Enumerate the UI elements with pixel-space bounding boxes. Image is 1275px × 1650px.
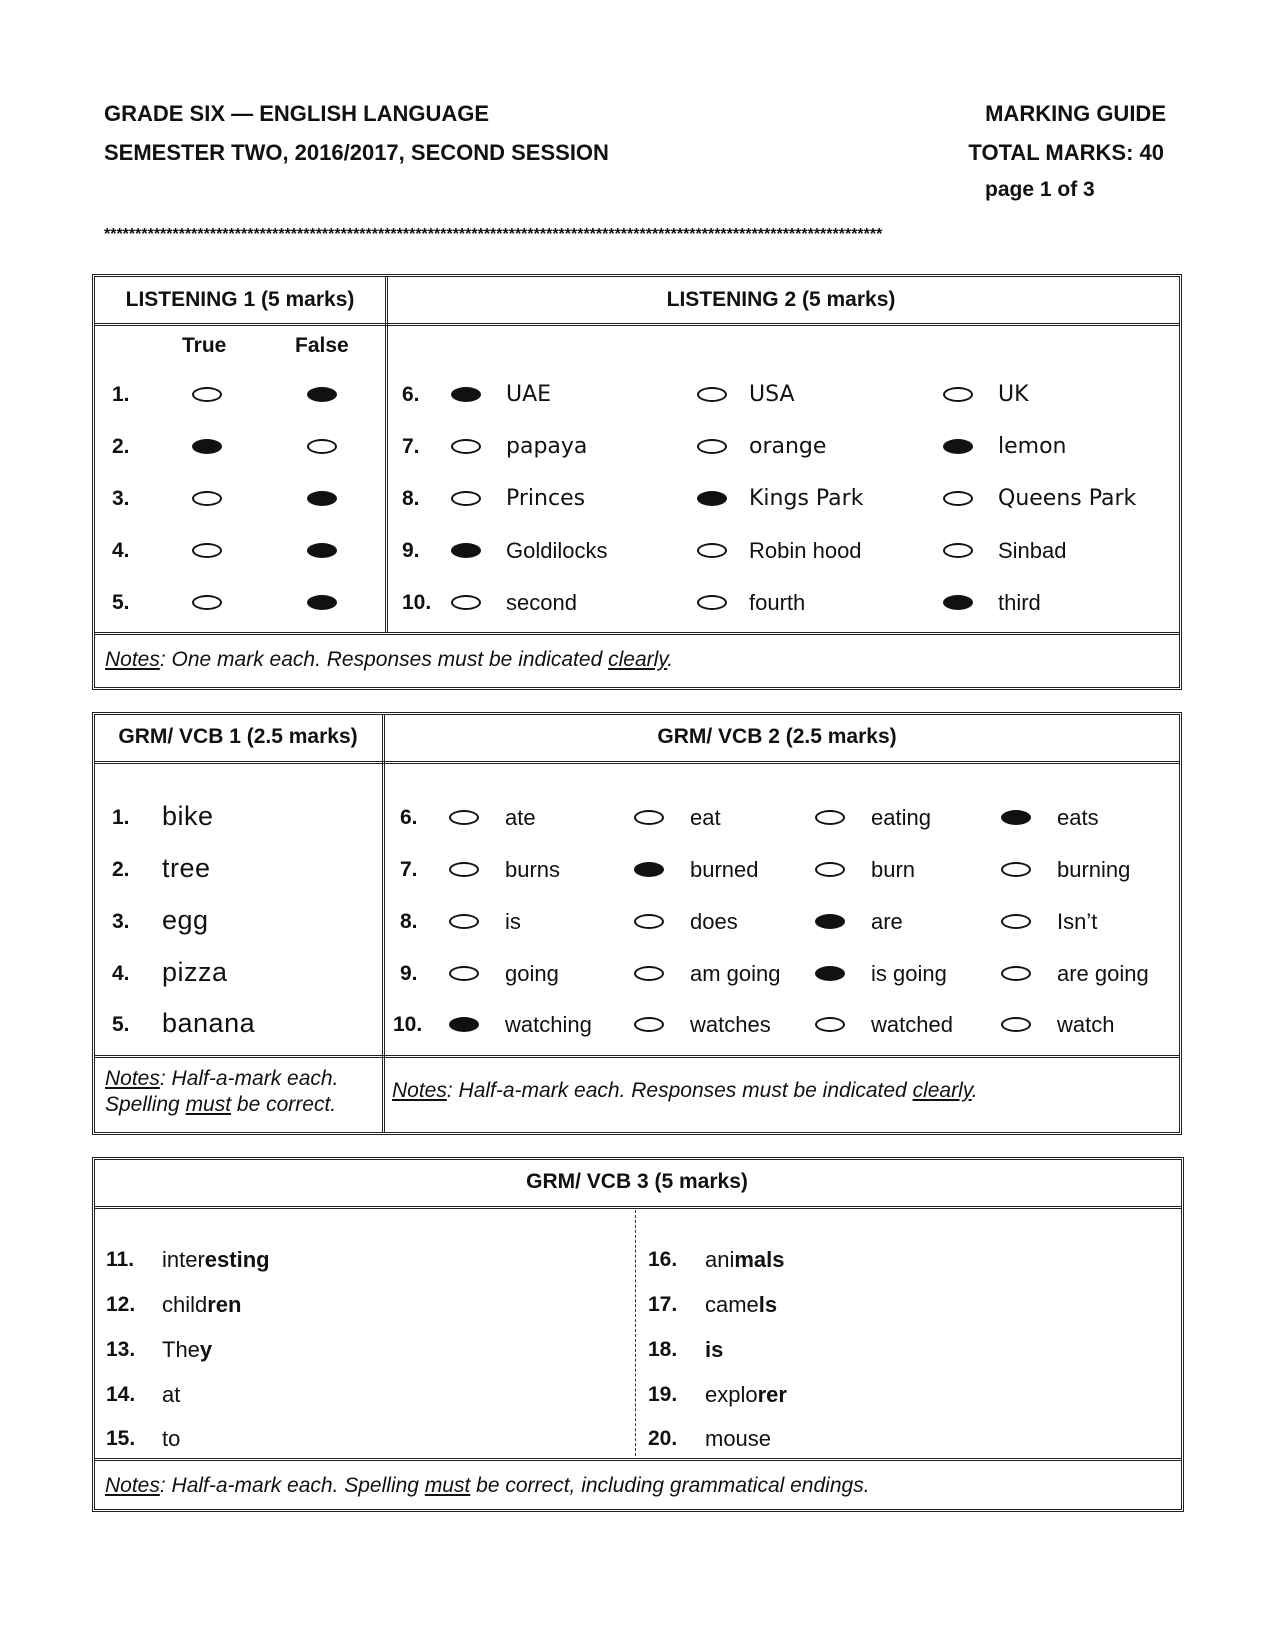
option-bubble-icon[interactable]	[1001, 1017, 1031, 1032]
answer-word: bike	[162, 801, 214, 831]
option-bubble-icon[interactable]	[815, 914, 845, 929]
option-label: burns	[505, 857, 561, 882]
answer-word	[162, 1382, 180, 1408]
option-label: does	[690, 909, 738, 934]
option-bubble-icon[interactable]	[943, 387, 973, 402]
answer-word	[705, 1292, 777, 1318]
answer-word: tree	[162, 853, 211, 883]
true-bubble-icon[interactable]	[192, 491, 222, 506]
option-label: watching	[505, 1012, 592, 1037]
item-number: 8.	[400, 910, 418, 933]
page-number: page 1 of 3	[985, 178, 1095, 201]
answer-stem: came	[705, 1292, 759, 1317]
answer-ending: mals	[734, 1247, 785, 1272]
option-bubble-icon[interactable]	[815, 966, 845, 981]
option-label: are going	[1057, 961, 1149, 986]
item-number: 6.	[400, 806, 418, 829]
option-bubble-icon[interactable]	[634, 1017, 664, 1032]
option-bubble-icon[interactable]	[697, 595, 727, 610]
item-number: 7.	[400, 858, 418, 881]
grmvcb3-notes: Notes: Half-a-mark each. Spelling must be correct, including grammatical endings.	[105, 1474, 870, 1497]
option-label: orange	[749, 434, 827, 459]
answer-word	[705, 1382, 787, 1408]
notes-label: Notes	[105, 648, 160, 671]
answer-word	[162, 1247, 270, 1273]
item-number: 6.	[402, 383, 420, 406]
option-label: am going	[690, 961, 781, 986]
false-bubble-icon[interactable]	[307, 439, 337, 454]
item-number: 9.	[402, 539, 420, 562]
option-label: watched	[871, 1012, 953, 1037]
option-bubble-icon[interactable]	[1001, 966, 1031, 981]
false-bubble-icon[interactable]	[307, 387, 337, 402]
answer-word	[162, 1337, 212, 1363]
answer-word	[705, 1337, 723, 1363]
listening2-title: LISTENING 2 (5 marks)	[666, 288, 896, 311]
true-bubble-icon[interactable]	[192, 439, 222, 454]
option-bubble-icon[interactable]	[1001, 914, 1031, 929]
option-bubble-icon[interactable]	[815, 862, 845, 877]
option-bubble-icon[interactable]	[451, 595, 481, 610]
answer-word: egg	[162, 905, 209, 935]
exam-session: SEMESTER TWO, 2016/2017, SECOND SESSION	[104, 140, 609, 165]
option-bubble-icon[interactable]	[451, 439, 481, 454]
option-bubble-icon[interactable]	[1001, 862, 1031, 877]
answer-stem: ani	[705, 1247, 735, 1272]
answer-stem: The	[162, 1337, 200, 1362]
answer-ending: ren	[207, 1292, 242, 1317]
option-bubble-icon[interactable]	[943, 491, 973, 506]
option-label: eat	[690, 805, 721, 830]
item-number: 3.	[112, 910, 130, 933]
false-bubble-icon[interactable]	[307, 491, 337, 506]
item-number: 11.	[106, 1248, 135, 1271]
item-number: 2.	[112, 435, 130, 458]
option-bubble-icon[interactable]	[451, 491, 481, 506]
item-number: 2.	[112, 858, 130, 881]
item-number: 14.	[106, 1383, 136, 1406]
option-bubble-icon[interactable]	[1001, 810, 1031, 825]
listening1-title: LISTENING 1 (5 marks)	[125, 288, 355, 311]
option-label: UAE	[506, 382, 552, 407]
option-label: Goldilocks	[506, 538, 608, 563]
option-label: fourth	[749, 590, 806, 615]
option-label: Isn’t	[1057, 909, 1098, 934]
item-number: 15.	[106, 1427, 136, 1450]
item-number: 20.	[648, 1427, 678, 1450]
item-number: 5.	[112, 591, 130, 614]
answer-word	[705, 1426, 771, 1452]
option-label: lemon	[998, 434, 1067, 459]
option-label: are	[871, 909, 903, 934]
option-label: papaya	[506, 434, 588, 459]
option-label: burn	[871, 857, 916, 882]
option-bubble-icon[interactable]	[449, 1017, 479, 1032]
option-label: is going	[871, 961, 947, 986]
option-bubble-icon[interactable]	[451, 543, 481, 558]
answer-word: banana	[162, 1008, 256, 1038]
option-bubble-icon[interactable]	[943, 543, 973, 558]
listening-notes: Notes: One mark each. Responses must be indicated clearly.	[105, 648, 674, 671]
option-label: burned	[690, 857, 759, 882]
item-number: 7.	[402, 435, 420, 458]
grmvcb2-notes: Notes: Half-a-mark each. Responses must be indicated clearly.	[392, 1079, 978, 1102]
item-number: 18.	[648, 1338, 678, 1361]
option-label: second	[506, 590, 577, 615]
answer-ending: y	[199, 1337, 213, 1362]
true-bubble-icon[interactable]	[192, 595, 222, 610]
option-label: eats	[1057, 805, 1099, 830]
option-label: Queens Park	[998, 486, 1137, 511]
exam-title: GRADE SIX — ENGLISH LANGUAGE	[104, 101, 490, 126]
header-separator: *****************************************************************************************************************************	[104, 226, 883, 243]
item-number: 9.	[400, 962, 418, 985]
answer-stem: explo	[705, 1382, 758, 1407]
total-marks: TOTAL MARKS: 40	[968, 140, 1164, 165]
option-label: going	[505, 961, 559, 986]
option-label: watch	[1057, 1012, 1115, 1037]
option-label: third	[998, 590, 1041, 615]
item-number: 8.	[402, 487, 420, 510]
item-number: 17.	[648, 1293, 678, 1316]
option-bubble-icon[interactable]	[815, 1017, 845, 1032]
option-label: ate	[505, 805, 536, 830]
option-bubble-icon[interactable]	[451, 387, 481, 402]
marking-guide-label: MARKING GUIDE	[985, 101, 1166, 126]
true-bubble-icon[interactable]	[192, 387, 222, 402]
answer-stem: mouse	[705, 1426, 772, 1451]
option-bubble-icon[interactable]	[943, 439, 973, 454]
answer-ending: esting	[204, 1247, 270, 1272]
false-bubble-icon[interactable]	[307, 595, 337, 610]
option-bubble-icon[interactable]	[697, 491, 727, 506]
item-number: 3.	[112, 487, 130, 510]
answer-word	[705, 1247, 785, 1273]
grmvcb1-title: GRM/ VCB 1 (2.5 marks)	[118, 725, 358, 748]
option-label: watches	[690, 1012, 771, 1037]
item-number: 5.	[112, 1013, 130, 1036]
answer-stem: child	[162, 1292, 208, 1317]
item-number: 4.	[112, 539, 130, 562]
option-bubble-icon[interactable]	[449, 862, 479, 877]
answer-stem: to	[162, 1426, 181, 1451]
item-number: 1.	[112, 806, 130, 829]
answer-stem: inter	[162, 1247, 205, 1272]
option-bubble-icon[interactable]	[634, 862, 664, 877]
option-bubble-icon[interactable]	[449, 914, 479, 929]
answer-ending: ls	[758, 1292, 778, 1317]
item-number: 10.	[393, 1013, 423, 1036]
option-bubble-icon[interactable]	[634, 966, 664, 981]
item-number: 1.	[112, 383, 130, 406]
true-bubble-icon[interactable]	[192, 543, 222, 558]
option-label: Sinbad	[998, 538, 1067, 563]
option-bubble-icon[interactable]	[697, 543, 727, 558]
option-label: Princes	[506, 486, 586, 511]
answer-ending: is	[705, 1337, 724, 1362]
item-number: 4.	[112, 962, 130, 985]
item-number: 12.	[106, 1293, 136, 1316]
option-bubble-icon[interactable]	[634, 810, 664, 825]
option-bubble-icon[interactable]	[449, 966, 479, 981]
grmvcb1-notes: Notes: Half-a-mark each. Spelling must be correct.	[105, 1067, 339, 1116]
col-false-header: False	[295, 334, 349, 357]
answer-word	[162, 1292, 242, 1318]
item-number: 13.	[106, 1338, 136, 1361]
answer-word: pizza	[162, 957, 228, 987]
option-bubble-icon[interactable]	[634, 914, 664, 929]
option-label: USA	[749, 382, 795, 407]
grmvcb3-section	[92, 1157, 1184, 1512]
answer-ending: rer	[757, 1382, 787, 1407]
col-true-header: True	[182, 334, 227, 357]
option-bubble-icon[interactable]	[697, 439, 727, 454]
grmvcb3-title: GRM/ VCB 3 (5 marks)	[526, 1170, 748, 1193]
option-label: is	[505, 909, 521, 934]
grmvcb2-title: GRM/ VCB 2 (2.5 marks)	[657, 725, 897, 748]
option-bubble-icon[interactable]	[815, 810, 845, 825]
option-label: UK	[998, 382, 1029, 407]
item-number: 16.	[648, 1248, 678, 1271]
item-number: 10.	[402, 591, 432, 614]
listening-section	[92, 274, 1182, 690]
item-number: 19.	[648, 1383, 678, 1406]
option-label: eating	[871, 805, 931, 830]
answer-stem: at	[162, 1382, 181, 1407]
answer-word	[162, 1426, 180, 1452]
option-label: Kings Park	[749, 486, 864, 511]
option-label: Robin hood	[749, 538, 862, 563]
option-bubble-icon[interactable]	[943, 595, 973, 610]
option-label: burning	[1057, 857, 1131, 882]
false-bubble-icon[interactable]	[307, 543, 337, 558]
option-bubble-icon[interactable]	[697, 387, 727, 402]
option-bubble-icon[interactable]	[449, 810, 479, 825]
